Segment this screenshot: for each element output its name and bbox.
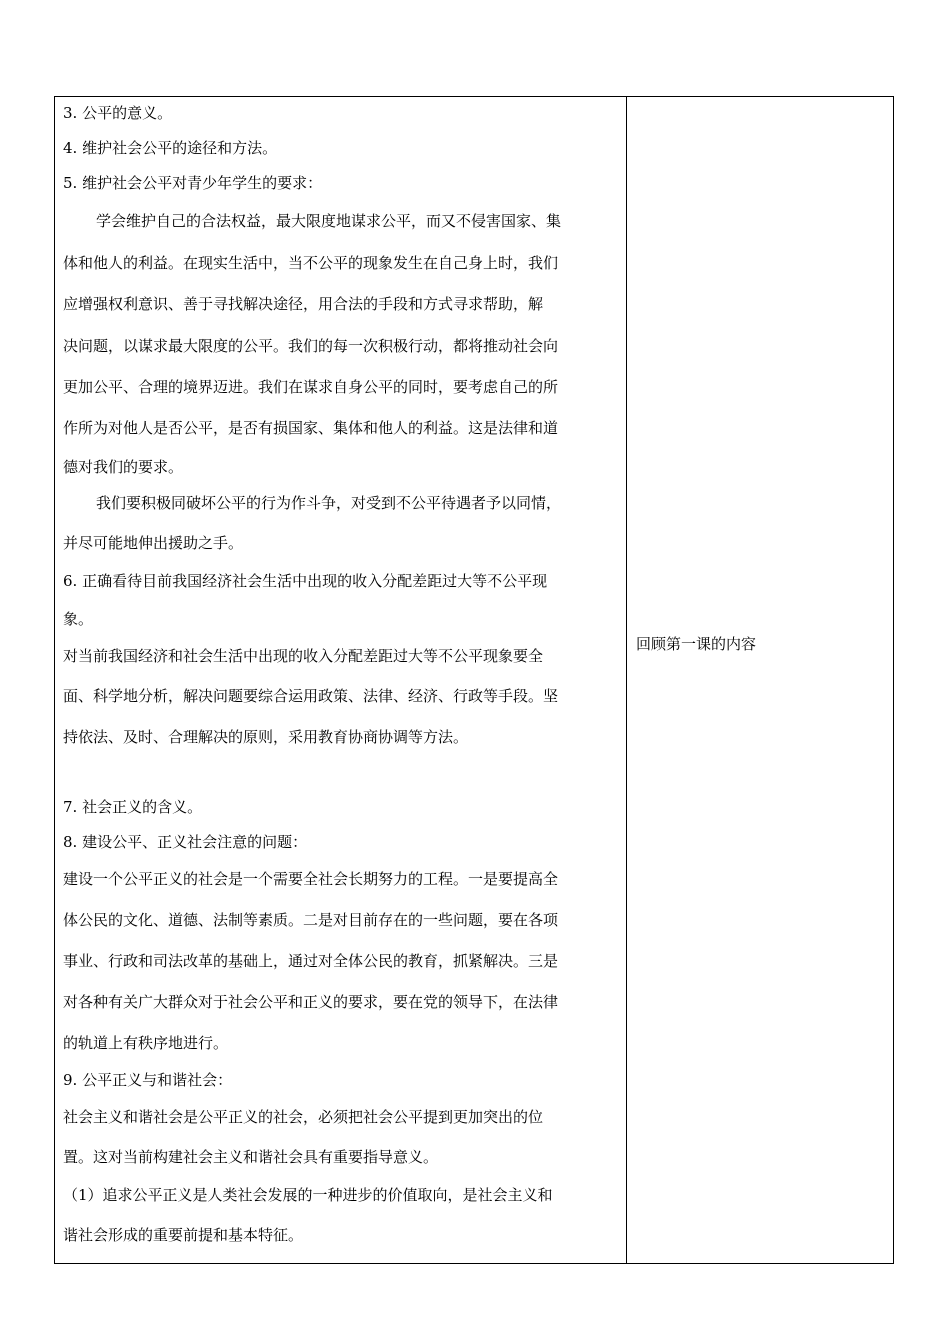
text-line: 置。这对当前构建社会主义和谐社会具有重要指导意义。	[63, 1148, 439, 1166]
text-line: 社会主义和谐社会是公平正义的社会，必须把社会公平提到更加突出的位	[63, 1108, 544, 1126]
text-line: 6. 正确看待目前我国经济社会生活中出现的收入分配差距过大等不公平现	[63, 572, 548, 590]
review-note: 回顾第一课的内容	[636, 635, 757, 653]
text-line: 我们要积极同破坏公平的行为作斗争，对受到不公平待遇者予以同情，	[96, 494, 562, 512]
text-line: 谐社会形成的重要前提和基本特征。	[63, 1226, 304, 1244]
text-line: 学会维护自己的合法权益，最大限度地谋求公平，而又不侵害国家、集	[96, 212, 562, 230]
text-line: 德对我们的要求。	[63, 458, 184, 476]
text-line: 建设一个公平正义的社会是一个需要全社会长期努力的工程。一是要提高全	[63, 870, 559, 888]
text-line: 更加公平、合理的境界迈进。我们在谋求自身公平的同时，要考虑自己的所	[63, 378, 559, 396]
text-line: 事业、行政和司法改革的基础上，通过对全体公民的教育，抓紧解决。三是	[63, 952, 559, 970]
text-line: 体公民的文化、道德、法制等素质。二是对目前存在的一些问题，要在各项	[63, 911, 559, 929]
text-line: 的轨道上有秩序地进行。	[63, 1034, 229, 1052]
text-line: 体和他人的利益。在现实生活中，当不公平的现象发生在自己身上时，我们	[63, 254, 559, 272]
text-line: 7. 社会正义的含义。	[63, 798, 203, 816]
text-line: 对各种有关广大群众对于社会公平和正义的要求，要在党的领导下，在法律	[63, 993, 559, 1011]
text-line: 对当前我国经济和社会生活中出现的收入分配差距过大等不公平现象要全	[63, 647, 544, 665]
text-line: 8. 建设公平、正义社会注意的问题：	[63, 833, 308, 851]
column-divider	[626, 97, 627, 1263]
text-line: 持依法、及时、合理解决的原则，采用教育协商协调等方法。	[63, 728, 469, 746]
text-line: 面、科学地分析，解决问题要综合运用政策、法律、经济、行政等手段。坚	[63, 687, 559, 705]
text-line: （1）追求公平正义是人类社会发展的一种进步的价值取向，是社会主义和	[63, 1186, 553, 1204]
text-line: 9. 公平正义与和谐社会：	[63, 1071, 233, 1089]
text-line: 作所为对他人是否公平，是否有损国家、集体和他人的利益。这是法律和道	[63, 419, 559, 437]
text-line: 决问题，以谋求最大限度的公平。我们的每一次积极行动，都将推动社会向	[63, 337, 559, 355]
content-table	[54, 96, 894, 1264]
text-line: 5. 维护社会公平对青少年学生的要求：	[63, 174, 323, 192]
text-line: 3. 公平的意义。	[63, 104, 173, 122]
text-line: 应增强权利意识、善于寻找解决途径，用合法的手段和方式寻求帮助，解	[63, 295, 544, 313]
text-line: 并尽可能地伸出援助之手。	[63, 534, 244, 552]
text-line: 象。	[63, 610, 94, 628]
text-line: 4. 维护社会公平的途径和方法。	[63, 139, 278, 157]
